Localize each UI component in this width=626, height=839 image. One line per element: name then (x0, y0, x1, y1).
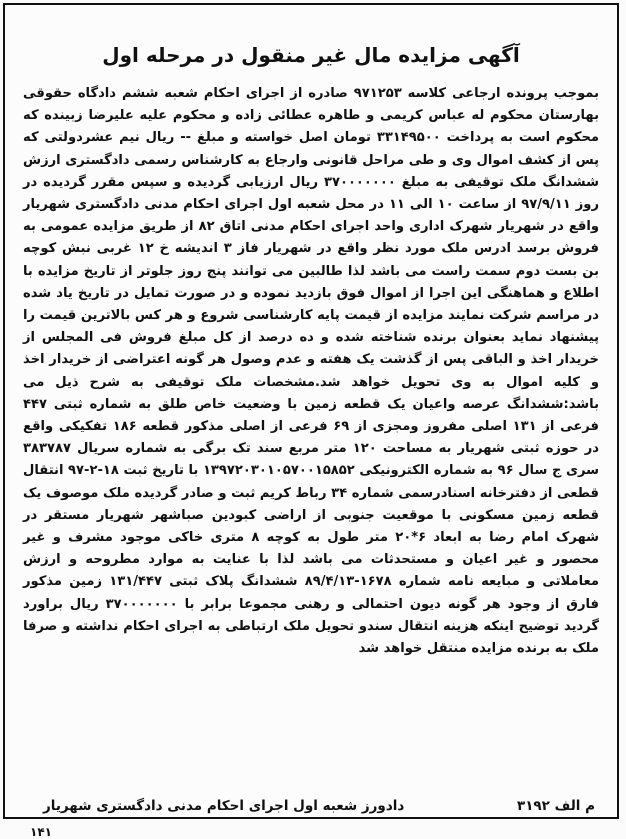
notice-frame (3, 3, 619, 819)
notice-signature: دادورز شعبه اول اجرای احکام مدنی دادگستری شهریار (43, 798, 405, 814)
notice-title: آگهی مزایده مال غیر منقول در مرحله اول (102, 43, 520, 67)
page-number: ۱۴۱ (30, 825, 52, 839)
notice-code: م الف ۳۱۹۲ (516, 798, 595, 814)
notice-body: بموجب پرونده ارجاعی کلاسه ۹۷۱۲۵۳ صادره از اجرای احکام شعبه ششم دادگاه حقوقی بهارستان محکوم له عباس کریمی و طاهره عطائی زاده و محکوم علیه علیرضا زبینده که محکوم است به پرداخت ۳۳۱۴۹۵۰۰ تومان اصل خواسته و مبلغ -- ریال نیم عشردولتی که پس از کشف اموال وی و طی مراحل قانونی وارجاع به کارشناس رسمی دادگستری ارزش ششدانگ ملک توقیفی به مبلغ ۳۷۰۰۰۰۰۰۰ ریال ارزیابی گردیده و سپس مقرر گردیده در روز ۹۷/۹/۱۱ از ساعت ۱۰ الی ۱۱ در محل شعبه اول اجرای احکام مدنی دادگستری شهریار واقع در شهریار شهرک اداری واحد اجرای احکام مدنی اتاق ۸۲ از طریق مزایده عمومی به فروش برسد ادرس ملک مورد نظر واقع در شهریار فاز ۳ اندیشه خ ۱۲ غربی نبش کوچه بن بست دوم سمت راست می باشد لذا طالبین می توانند پنج روز جلوتر از تاریخ مزایده با اطلاع و هماهنگی این اجرا از اموال فوق بازدید نموده و در صورت تمایل در تاریخ یاد شده در مراسم شرکت نمایند مزایده از قیمت پایه کارشناسی شروع و هر کس بالاترین قیمت را پیشنهاد نماید بعنوان برنده شناخته شده و ده درصد از کل مبلغ فروش فی المجلس از خریدار اخذ و الباقی پس از گذشت یک هفته و عدم وصول هر گونه اعتراضی از خریدار اخذ و کلیه اموال به وی تحویل خواهد شد.مشخصات ملک توقیفی به شرح ذیل می باشد:ششدانگ عرصه واعیان یک قطعه زمین با وضعیت خاص طلق به شماره ثبتی ۴۴۷ فرعی از ۱۳۱ اصلی مفروز ومجزی از ۶۹ فرعی از اصلی مذکور قطعه ۱۸۶ تفکیکی واقع در حوزه ثبتی شهریار به مساحت ۱۲۰ متر مربع سند تک برگی به شماره سریال ۳۸۳۷۸۷ سری ج سال ۹۶ به شماره الکترونیکی ۱۳۹۷۲۰۳۰۱۰۵۷۰۰۱۵۸۵۲ با تاریخ ثبت ۱۸-۲-۹۷ انتقال قطعی از دفترخانه اسنادرسمی شماره ۳۴ رباط کریم ثبت و صادر گردیده ملک موصوف یک قطعه زمین مسکونی با موقعیت جنوبی از اراضی کبودین صباشهر شهریار مستقر در شهرک امام رضا به ابعاد ۶*۲۰ متر طول به کوچه ۸ متری خاکی موجود مشرف و غیر محصور و غیر اعیان و مستحدثات می باشد لذا با عنایت به موارد مطروحه و ارزش معاملاتی و مبایعه نامه شماره ۱۶۷۸-۸۹/۴/۱۳ ششدانگ پلاک ثبتی ۱۳۱/۴۴۷ زمین مذکور فارق از وجود هر گونه دیون احتمالی و رهنی مجموعا برابر با ۳۷۰۰۰۰۰۰۰ ریال براورد گردید توضیح اینکه هزینه انتقال سندو تحویل ملک ارتباطی به اجرای احکام نداشته و صرفا ملک به برنده مزایده منتقل خواهد شد (23, 86, 600, 657)
notice-footer (43, 798, 595, 820)
